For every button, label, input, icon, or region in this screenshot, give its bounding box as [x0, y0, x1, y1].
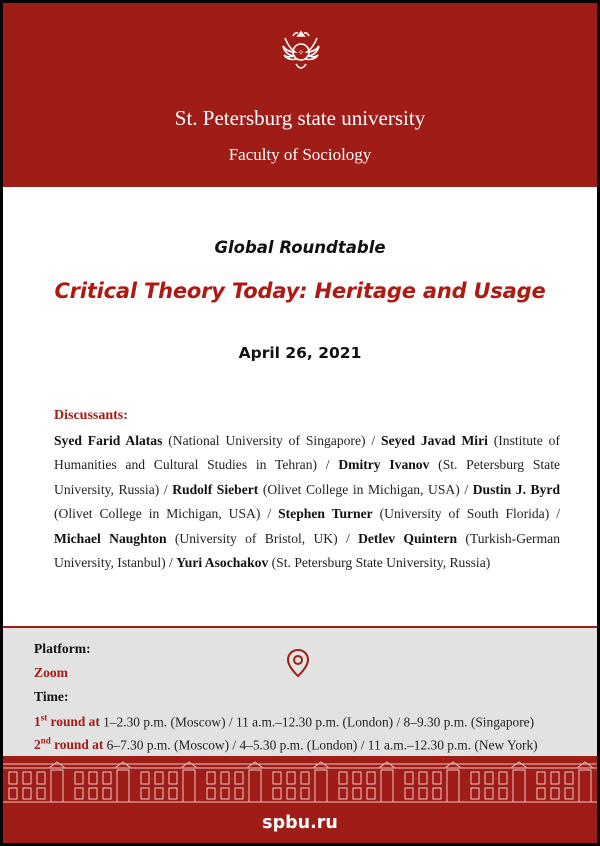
poster [3, 3, 597, 843]
discussant-affiliation: (National University of Singapore) [168, 433, 366, 448]
discussant-affiliation: (St. Petersburg State University, Russia) [54, 457, 561, 497]
platform-label: Platform: [34, 641, 91, 656]
discussant-separator: / [159, 481, 173, 497]
header-banner [3, 3, 597, 187]
band-divider [3, 626, 597, 628]
discussant-name: Stephen Turner [278, 506, 373, 522]
discussant-affiliation: (Olivet College in Michigan, USA) [262, 481, 460, 497]
discussant-name: Yuri Asochakov [176, 555, 269, 571]
discussant-separator: / [317, 457, 339, 473]
time-label: Time: [34, 689, 69, 704]
discussant-separator: / [260, 506, 279, 522]
round-1-times: 1–2.30 p.m. (Moscow) / 11 a.m.–12.30 p.m. (London) / 8–9.30 p.m. (Singapore) [103, 714, 535, 730]
discussant-affiliation: (Turkish-German University, Istanbul) [54, 530, 560, 571]
faculty-name: Faculty of Sociology [228, 145, 372, 164]
discussants-label: Discussants: [54, 408, 128, 423]
discussant-separator: / [165, 555, 177, 571]
discussant-name: Seyed Javad Miri [381, 433, 488, 448]
discussant-affiliation: (Institute of Humanities and Cultural Studies in Tehran) [54, 433, 560, 473]
discussant-name: Detlev Quintern [358, 530, 458, 546]
event-title: Critical Theory Today: Heritage and Usage [54, 279, 546, 303]
discussant-affiliation: (St. Petersburg State University, Russia) [271, 555, 491, 571]
discussant-name: Rudolf Siebert [172, 481, 259, 497]
double-headed-eagle-emblem-icon [279, 28, 323, 74]
event-kicker: Global Roundtable [214, 238, 386, 257]
round-2-num: 2 [34, 737, 41, 753]
round-1-label: round at [47, 714, 100, 730]
event-date: April 26, 2021 [238, 344, 362, 362]
platform-value: Zoom [34, 665, 68, 680]
discussant-affiliation: (University of Bristol, UK) [174, 530, 338, 546]
round-1-num: 1 [34, 714, 41, 730]
round-2 [34, 736, 538, 753]
round-1 [34, 713, 534, 730]
discussant-separator: / [549, 506, 560, 522]
discussant-separator: / [459, 481, 473, 497]
svg-text:✧: ✧ [297, 48, 305, 57]
location-pin-icon [286, 648, 310, 678]
round-2-sup: nd [40, 736, 51, 746]
round-1-sup: st [40, 713, 48, 723]
discussant-name: Michael Naughton [54, 530, 167, 546]
discussant-affiliation: (Olivet College in Michigan, USA) [54, 506, 261, 522]
discussant-separator: / [365, 433, 382, 448]
round-2-times: 6–7.30 p.m. (Moscow) / 4–5.30 p.m. (London) / 11 a.m.–12.30 p.m. (New York) [106, 737, 538, 753]
round-2-label: round at [50, 737, 104, 753]
discussant-name: Dustin J. Byrd [472, 481, 561, 497]
discussant-name: Dmitry Ivanov [338, 457, 430, 473]
discussant-separator: / [337, 530, 359, 546]
building-facade-illustration [3, 756, 597, 806]
university-name: St. Petersburg state university [174, 106, 426, 130]
website-link[interactable]: spbu.ru [262, 813, 338, 833]
discussant-name: Syed Farid Alatas [54, 433, 163, 448]
discussant-affiliation: (University of South Florida) [379, 506, 550, 522]
discussants-list [54, 429, 560, 575]
